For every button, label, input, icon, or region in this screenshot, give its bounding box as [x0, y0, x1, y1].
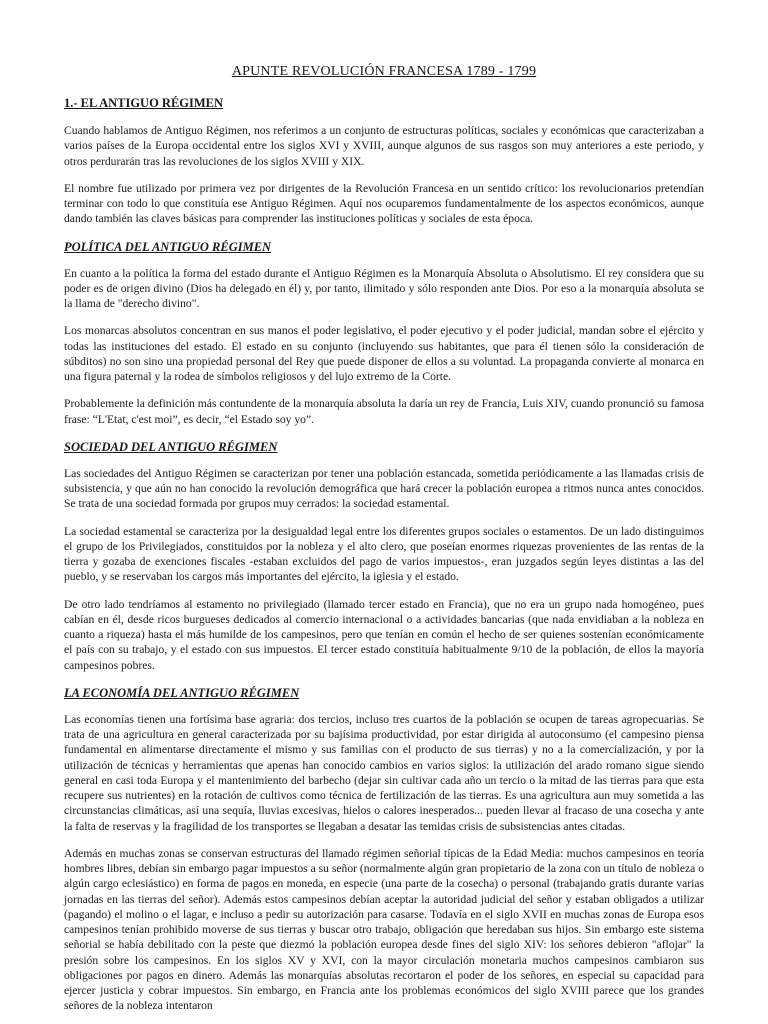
subheading-sociedad: SOCIEDAD DEL ANTIGUO RÉGIMEN — [64, 439, 278, 454]
paragraph: La sociedad estamental se caracteriza por la desigualdad legal entre los diferentes grupos sociales o estamentos. De un lado distinguimos el grupo de los Privilegiados, constituidos por la nobleza y el alto clero, que poseían enormes riquezas provenientes de las rentas de la tierra y gozaba de exenciones fiscales -estaban excluidos del pago de varios impuestos-, eran juzgados según leyes distintas a las del pueblo, y se reservaban los cargos más importantes del ejército, la iglesia y el estado. — [64, 524, 704, 584]
paragraph: En cuanto a la política la forma del estado durante el Antiguo Régimen es la Monarquía Absoluta o Absolutismo. El rey considera que su poder es de origen divino (Dios ha delegado en él) y, por tanto, ilimitado y sólo responden ante Dios. Por eso a la monarquía absoluta se la llama de "derecho divino". — [64, 266, 704, 310]
subheading-politica: POLÍTICA DEL ANTIGUO RÉGIMEN — [64, 239, 272, 254]
document-title: APUNTE REVOLUCIÓN FRANCESA 1789 - 1799 — [231, 64, 537, 79]
paragraph: Cuando hablamos de Antiguo Régimen, nos referimos a un conjunto de estructuras políticas, sociales y económicas que caracterizaban a varios países de la Europa occidental entre los siglos XVI y XVIII, aunque algunos de sus rasgos son muy anteriores a este periodo, y otros perdurarán tras las revoluciones de los siglos XVIII y XIX. — [64, 124, 704, 168]
paragraph: De otro lado tendríamos al estamento no privilegiado (llamado tercer estado en Francia), que no era un grupo nada homogéneo, pues cabían en él, desde ricos burgueses dedicados al comercio internacional o a actividades bancarias (que nada envidiaban a la nobleza en cuanto a riqueza) hasta el más humilde de los campesinos, pero que tenían en común el hecho de ser quienes sostenían económicamente el país con su trabajo, y el estado con sus impuestos. El tercer estado constituía habitualmente 9/10 de la población, de ellos la mayoría campesinos pobres. — [64, 597, 704, 672]
paragraph: Las economías tienen una fortísima base agraria: dos tercios, incluso tres cuartos de la población se ocupen de tareas agropecuarias. Se trata de una agricultura en general caracterizada por su bajísima productividad, por estar dirigida al autoconsumo (el campesino piensa fundamental en alimentarse directamente el mismo y sus familias con el producto de sus tierras) y no a la comercialización, y por la utilización de técnicas y herramientas que apenas han conocido cambios en varios siglos: la utilización del arado romano sigue siendo general en casi toda Europa y el mantenimiento del barbecho (dejar sin cultivar cada año un tercio o la mitad de las tierras para que esta recupere sus nutrientes) en la rotación de cultivos como técnica de fertilización de las tierras. Es una agricultura aun muy sometida a las circunstancias climáticas, así una sequía, lluvias excesivas, hielos o calores inesperados... pueden llevar al fracaso de una cosecha y ante la falta de reservas y la fragilidad de los transportes se llegaban a desatar las temidas crisis de subsistencias antes citadas. — [64, 712, 704, 833]
paragraph: Los monarcas absolutos concentran en sus manos el poder legislativo, el poder ejecutivo y el poder judicial, mandan sobre el ejército y todas las instituciones del estado. El estado en su conjunto (incluyendo sus habitantes, que para él tienen sólo la consideración de súbditos) no son sino una propiedad personal del Rey que puede disponer de ellos a su voluntad. La propaganda convierte al monarca en una figura paternal y la rodea de símbolos religiosos y del lujo extremo de la Corte. — [64, 324, 704, 383]
document-body — [64, 63, 704, 1024]
paragraph: El nombre fue utilizado por primera vez por dirigentes de la Revolución Francesa en un sentido crítico: los revolucionarios pretendían terminar con todo lo que constituía ese Antiguo Régimen. Aquí nos ocuparemos fundamentalmente de los aspectos económicos, aunque dando también las claves básicas para comprender las instituciones políticas y sociales de esta época. — [64, 181, 704, 226]
section-heading-antiguo-regimen: 1.- EL ANTIGUO RÉGIMEN — [64, 96, 224, 110]
paragraph: Además en muchas zonas se conservan estructuras del llamado régimen señorial típicas de la Edad Media: muchos campesinos en teoría hombres libres, debían sin embargo pagar impuestos a su señor (normalmente algún gran propietario de la zona con un título de nobleza o algún cargo eclesiástico) en forma de pagos en moneda, en especie (una parte de la cosecha) o personal (trabajando gratis durante varias jornadas en las tierras del señor). Además estos campesinos debían aceptar la autoridad judicial del señor y estaban obligados a utilizar (pagando) el molino o el lagar, e incluso a pedir su autorización para casarse. Todavía en el siglo XVII en muchas zonas de Europa esos campesinos tenían prohibido moverse de sus tierras y buscar otro trabajo, obligación que heredaban sus hijos. Sin embargo este sistema señorial se había debilitado con la peste que diezmó la población europea desde fines del siglo XIV: los señores debieron "aflojar" la presión sobre los campesinos. En los siglos XV y XVI, con la mayor circulación monetaria muchos campesinos cambiaron sus obligaciones por pagos en dinero. Además las monarquías absolutas recortaron el poder de los señores, en especial su capacidad para ejercer justicia y cobrar impuestos. Sin embargo, en Francia ante los problemas económicos del siglo XVIII parece que los grandes señores de la nobleza intentaron — [64, 846, 704, 1013]
paragraph: Probablemente la definición más contundente de la monarquía absoluta la daría un rey de Francia, Luis XIV, cuando pronunció su famosa frase: “L'Etat, c'est moi”, es decir, “el Estado soy yo”. — [64, 397, 704, 426]
subheading-economia: LA ECONOMÍA DEL ANTIGUO RÉGIMEN — [64, 685, 300, 700]
paragraph: Las sociedades del Antiguo Régimen se caracterizan por tener una población estancada, sometida periódicamente a las llamadas crisis de subsistencia, y que aún no han conocido la revolución demográfica que hará crecer la población europea a ritmos nunca antes conocidos. Se trata de una sociedad formada por grupos muy cerrados: la sociedad estamental. — [64, 466, 704, 511]
